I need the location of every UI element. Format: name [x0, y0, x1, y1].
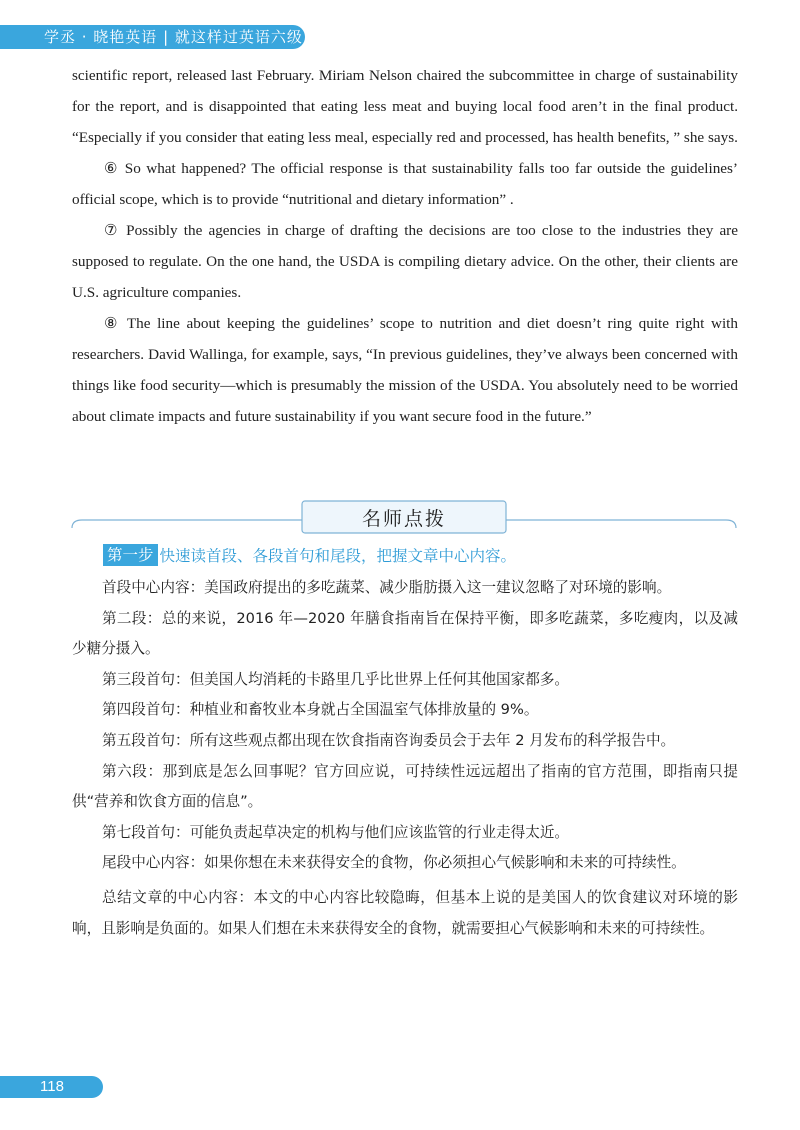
running-header: 学丞 · 晓艳英语 | 就这样过英语六级 — [0, 25, 305, 49]
analysis-line: 第二段：总的来说，2016 年—2020 年膳食指南旨在保持平衡，即多吃蔬菜，多吃瘦肉，以及减少糖分摄入。 — [72, 609, 738, 658]
analysis-line: 首段中心内容：美国政府提出的多吃蔬菜、减少脂肪摄入这一建议忽略了对环境的影响。 — [102, 579, 672, 596]
analysis-line: 第六段：那到底是怎么回事呢？官方回应说，可持续性远远超出了指南的官方范围，即指南只提供“营养和饮食方面的信息”。 — [72, 762, 738, 811]
page-number: 118 — [0, 1076, 103, 1098]
analysis-summary: 总结文章的中心内容：本文的中心内容比较隐晦，但基本上说的是美国人的饮食建议对环境的影响，且影响是负面的。如果人们想在未来获得安全的食物，就需要担心气候影响和未来的可持续性。 — [72, 888, 738, 937]
step-instruction: 快速读首段、各段首句和尾段，把握文章中心内容。 — [159, 547, 517, 565]
analysis-line: 第三段首句：但美国人均消耗的卡路里几乎比世界上任何其他国家都多。 — [102, 670, 570, 688]
passage-paragraph: ⑦ Possibly the agencies in charge of drafting the decisions are too close to the industries they are supposed to regulate. On the one hand, the USDA is compiling dietary advice. On the other, their clients are U.S. agriculture companies. — [72, 222, 738, 301]
step-badge: 第一步 — [103, 544, 158, 566]
section-title: 名师点拨 — [361, 508, 446, 530]
passage-paragraph: ⑥ So what happened? The official response is that sustainability falls too far outside the guidelines’ official scope, which is to provide “nutritional and dietary information” . — [72, 160, 738, 208]
analysis-line: 第四段首句：种植业和畜牧业本身就占全国温室气体排放量的 9%。 — [102, 701, 539, 719]
passage-paragraph: scientific report, released last February. Miriam Nelson chaired the subcommittee in charge of sustainability for the report, and is disappointed that eating less meat and buying local food aren’t in the final product. “Especially if you consider that eating less meal, especially red and processed, has health benefits, ” she says. — [72, 67, 738, 146]
english-passage — [72, 60, 738, 432]
analysis-line: 尾段中心内容：如果你想在未来获得安全的食物，你必须担心气候影响和未来的可持续性。 — [102, 854, 686, 872]
passage-paragraph: ⑧ The line about keeping the guidelines’ scope to nutrition and diet doesn’t ring quite right with researchers. David Wallinga, for example, says, “In previous guidelines, they’ve always been concerned with things like food security—which is presumably the mission of the USDA. You absolutely need to be worried about climate impacts and future sustainability if you want secure food in the future.” — [72, 315, 738, 425]
section-banner — [70, 500, 738, 536]
analysis-block — [72, 573, 738, 944]
analysis-line: 第五段首句：所有这些观点都出现在饮食指南咨询委员会于去年 2 月发布的科学报告中。 — [102, 731, 676, 749]
analysis-line: 第七段首句：可能负责起草决定的机构与他们应该监管的行业走得太近。 — [102, 823, 570, 841]
step-heading — [103, 542, 516, 570]
